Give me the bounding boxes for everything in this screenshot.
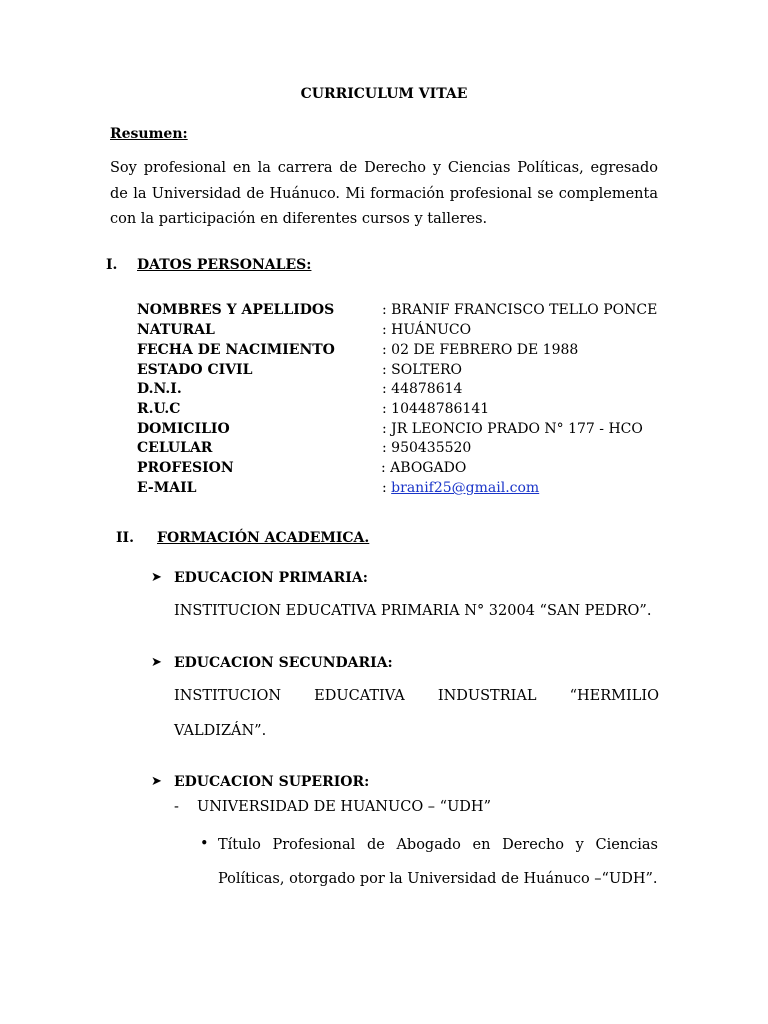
row-value: : BRANIF FRANCISCO TELLO PONCE: [382, 302, 658, 318]
higher-education-heading: EDUCACION SUPERIOR:: [174, 774, 370, 790]
secondary-education-line-2: VALDIZÁN”.: [174, 723, 267, 739]
degree-description: Título Profesional de Abogado en Derecho y Ciencias Políticas, otorgado por la Universidad de Huánuco –“UDH”.: [218, 837, 658, 887]
secondary-education-heading: EDUCACION SECUNDARIA:: [174, 655, 393, 671]
personal-row-profession: [137, 458, 677, 478]
university-name: UNIVERSIDAD DE HUANUCO – “UDH”: [197, 799, 491, 815]
secondary-education-line-1: [174, 688, 659, 704]
dash-bullet: -: [174, 799, 179, 815]
row-value: : SOLTERO: [382, 362, 462, 378]
row-value: : 02 DE FEBRERO DE 1988: [382, 342, 579, 358]
personal-row-name: [137, 300, 677, 320]
personal-row-natural: [137, 320, 677, 340]
row-label: E-MAIL: [137, 480, 197, 496]
row-label: NOMBRES Y APELLIDOS: [137, 302, 335, 318]
row-label: R.U.C: [137, 401, 181, 417]
row-label: FECHA DE NACIMIENTO: [137, 342, 335, 358]
personal-row-phone: [137, 438, 677, 458]
word: INDUSTRIAL: [437, 688, 537, 704]
row-value: : HUÁNUCO: [382, 322, 472, 338]
primary-education-text: INSTITUCION EDUCATIVA PRIMARIA N° 32004 “SAN PEDRO”.: [174, 603, 652, 619]
word: “HERMILIO: [569, 688, 659, 704]
row-label: DOMICILIO: [137, 421, 230, 437]
arrow-bullet-icon: ➤: [151, 655, 162, 670]
bullet-dot-icon: •: [200, 836, 209, 852]
word: INSTITUCION: [174, 688, 282, 704]
section-2-title: FORMACIÓN ACADEMICA.: [157, 530, 370, 546]
arrow-bullet-icon: ➤: [151, 570, 162, 585]
personal-row-email: [137, 478, 677, 498]
personal-row-birthdate: [137, 340, 677, 360]
row-label: D.N.I.: [137, 381, 182, 397]
personal-row-civil-status: [137, 360, 677, 380]
section-1-number: I.: [106, 257, 118, 273]
section-2-number: II.: [116, 530, 134, 546]
row-value: : 10448786141: [382, 401, 490, 417]
email-link[interactable]: branif25@gmail.com: [391, 480, 540, 496]
row-value: : ABOGADO: [381, 460, 467, 476]
summary-heading: Resumen:: [110, 126, 188, 142]
row-label: CELULAR: [137, 440, 213, 456]
row-label: NATURAL: [137, 322, 215, 338]
row-label: PROFESION: [137, 460, 234, 476]
row-label: ESTADO CIVIL: [137, 362, 253, 378]
email-value: [382, 478, 539, 498]
document-title: CURRICULUM VITAE: [300, 86, 468, 102]
row-value: : 44878614: [382, 381, 463, 397]
section-1-title: DATOS PERSONALES:: [137, 257, 312, 273]
row-value: : JR LEONCIO PRADO N° 177 - HCO: [382, 421, 643, 437]
personal-row-dni: [137, 379, 677, 399]
primary-education-heading: EDUCACION PRIMARIA:: [174, 570, 368, 586]
row-value: : 950435520: [382, 440, 472, 456]
word: EDUCATIVA: [314, 688, 405, 704]
personal-row-address: [137, 419, 677, 439]
email-prefix: :: [382, 480, 392, 496]
personal-row-ruc: [137, 399, 677, 419]
summary-text: Soy profesional en la carrera de Derecho y Ciencias Políticas, egresado de la Universidad de Huánuco. Mi formación profesional se complementa con la participación en diferentes cursos y talleres.: [110, 160, 658, 227]
arrow-bullet-icon: ➤: [151, 774, 162, 789]
